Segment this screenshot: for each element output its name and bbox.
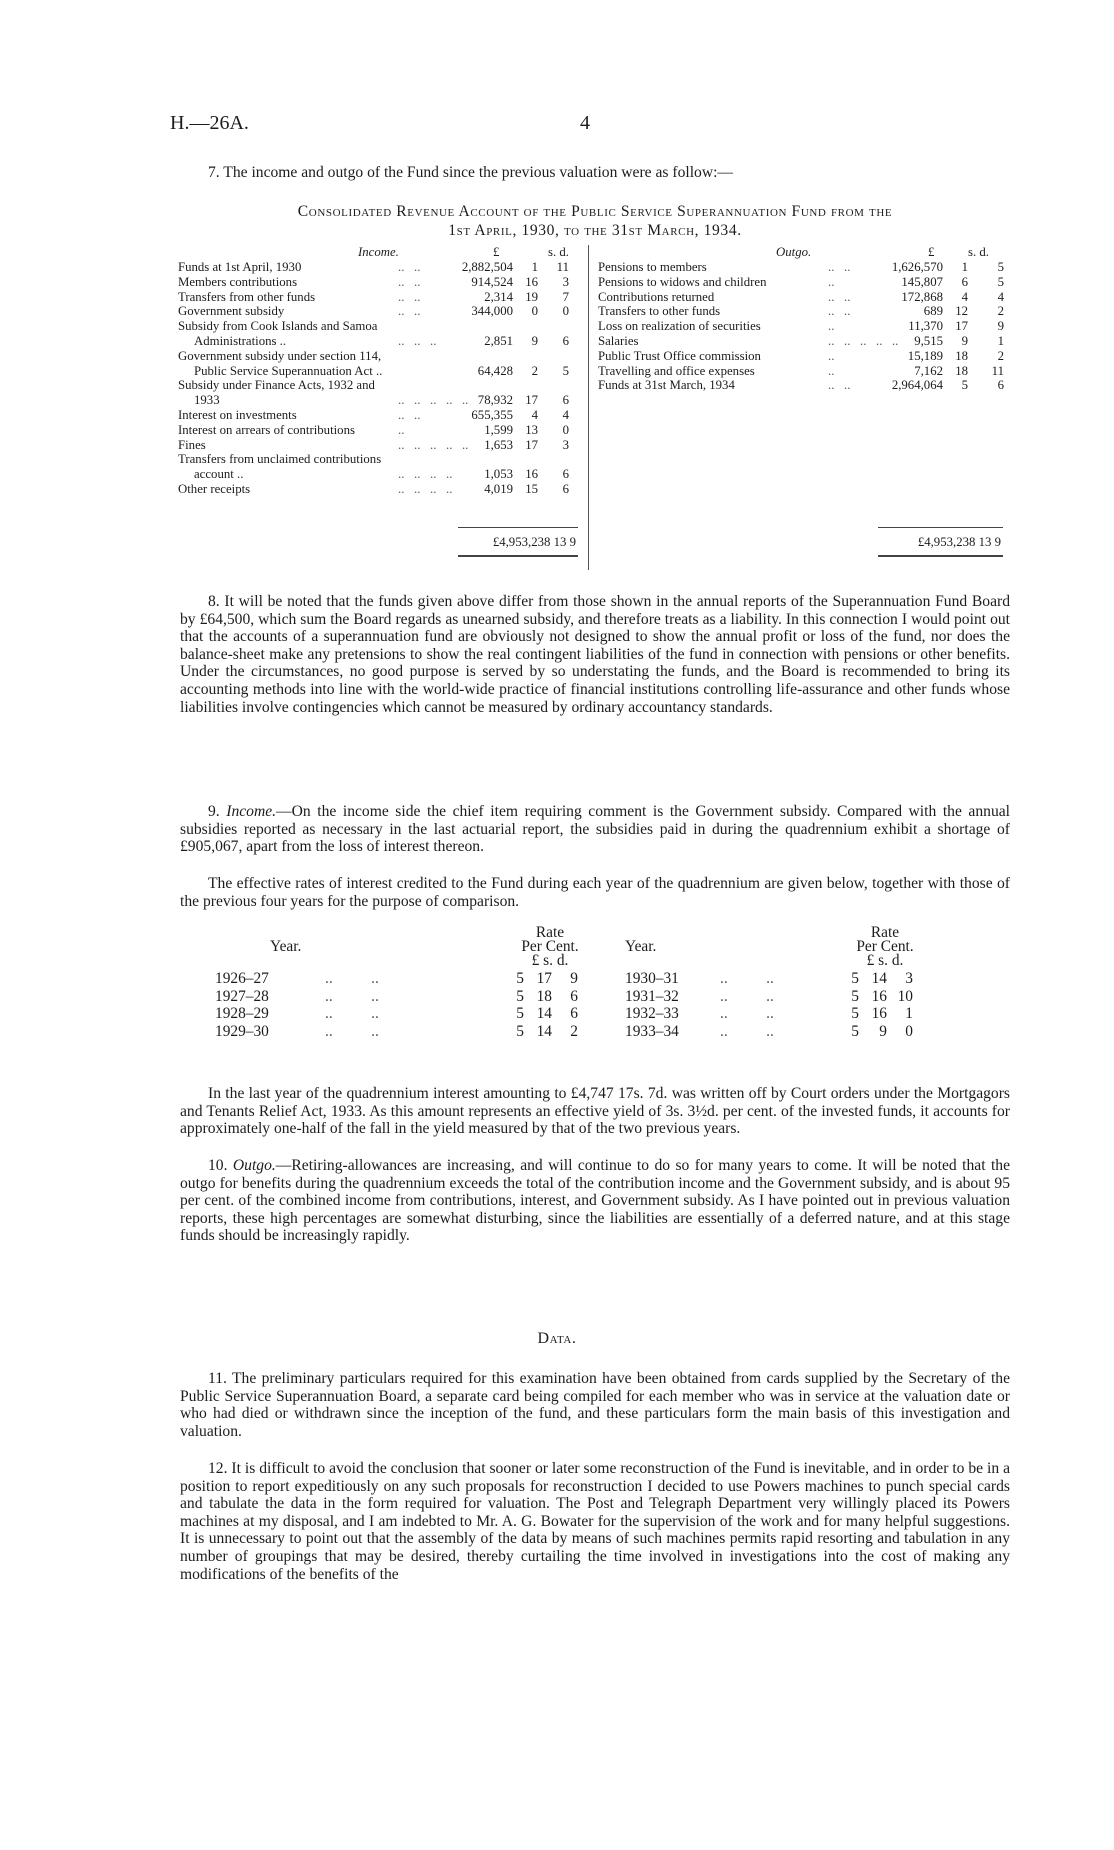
income-label: Interest on investments [178, 408, 297, 422]
income-row [178, 290, 598, 305]
rates-left-rate-pounds: 5 [516, 1005, 524, 1022]
income-amount-pounds: 2,314 [484, 289, 513, 304]
income-amount-pence: 7 [562, 289, 569, 304]
outgo-leader-dots: .. .. [828, 304, 851, 319]
rates-left-year: 1929–30 [215, 1022, 269, 1040]
income-amount-pounds: 2,851 [484, 334, 513, 348]
income-label: Members contributions [178, 274, 298, 289]
income-label: Transfers from other funds [178, 289, 316, 304]
paragraph-9-heading: Income. [226, 803, 277, 820]
income-leader-dots: .. .. .. .. .. [398, 393, 469, 408]
income-label: account .. [194, 467, 244, 482]
rates-left-rate-pence: 2 [570, 1022, 578, 1040]
outgo-amount-pounds: 172,868 [901, 289, 943, 304]
outgo-amount-pence: 2 [997, 304, 1004, 319]
income-label: Interest on arrears of contributions [178, 422, 355, 437]
income-amount-shillings: 1 [531, 260, 538, 274]
outgo-amount-shillings: 18 [955, 363, 968, 378]
rates-right-leader-dots: .. .. [720, 1022, 774, 1040]
rates-left-year: 1928–29 [215, 1005, 269, 1022]
income-amount-pence: 6 [562, 482, 569, 496]
paragraph-9 [180, 803, 1010, 856]
income-leader-dots: .. .. [398, 260, 421, 274]
income-amount-pence: 6 [562, 393, 569, 408]
income-row [178, 393, 598, 408]
income-amount-pence: 11 [556, 260, 569, 274]
income-leader-dots: .. .. [398, 289, 421, 304]
outgo-amount-pence: 11 [991, 363, 1004, 378]
income-amount-shillings: 2 [531, 363, 538, 378]
outgo-row [598, 334, 1008, 349]
rates-right-leader-dots: .. .. [720, 987, 774, 1005]
income-row [178, 334, 598, 349]
rates-rate-heading-right: Rate [870, 924, 900, 941]
income-amount-pounds: 655,355 [471, 408, 513, 422]
income-sd-heading: s. d. [548, 245, 569, 259]
income-amount-pounds: 2,882,504 [461, 260, 513, 274]
outgo-total: £4,953,238 13 9 [917, 535, 1001, 549]
outgo-row [598, 275, 1008, 290]
outgo-row [598, 260, 1008, 275]
income-label: Other receipts [178, 482, 251, 496]
rates-right-leader-dots: .. .. [720, 970, 774, 987]
rates-left-rate-pounds: 5 [516, 1022, 524, 1040]
column-divider [588, 245, 589, 570]
outgo-amount-shillings: 9 [961, 334, 968, 348]
rates-right-rate-shillings: 14 [871, 970, 887, 987]
income-amount-pence: 6 [562, 334, 569, 348]
paragraph-10 [180, 1157, 1010, 1245]
outgo-row [598, 319, 1008, 334]
income-label: Subsidy under Finance Acts, 1932 and [178, 378, 375, 393]
paragraph-10-number: 10. [208, 1157, 233, 1174]
rates-right-rate-pence: 0 [905, 1022, 913, 1040]
income-leader-dots: .. .. [398, 408, 421, 422]
outgo-amount-pounds: 689 [923, 304, 943, 319]
paragraph-9-number: 9. [208, 803, 227, 820]
rates-right-year: 1933–34 [625, 1022, 679, 1040]
rates-right-year: 1932–33 [625, 1005, 679, 1022]
rates-right-leader-dots: .. .. [720, 1005, 774, 1022]
outgo-amount-pounds: 7,162 [914, 363, 943, 378]
rates-percent-heading-right: Per Cent. [856, 938, 914, 955]
income-label: 1933 [194, 393, 220, 408]
outgo-amount-shillings: 6 [961, 274, 968, 289]
outgo-leader-dots: .. .. .. .. .. [828, 334, 899, 348]
rates-left-rate-shillings: 17 [536, 970, 552, 987]
rates-left-leader-dots: .. .. [325, 970, 379, 987]
outgo-amount-pence: 2 [997, 348, 1004, 363]
outgo-amount-pence: 4 [997, 289, 1004, 304]
income-leader-dots: .. .. .. [398, 334, 437, 348]
outgo-label: Transfers to other funds [598, 304, 721, 319]
outgo-amount-pounds: 1,626,570 [891, 260, 943, 274]
account-title-line-1: Consolidated Revenue Account of the Public Service Superannuation Fund from the [297, 203, 893, 220]
outgo-leader-dots: .. [828, 274, 835, 289]
rates-right-row [600, 1023, 1010, 1041]
rates-sd-heading-left: £ s. d. [531, 952, 569, 969]
rates-left-rate-shillings: 14 [536, 1005, 552, 1022]
income-amount-shillings: 16 [525, 467, 538, 482]
income-label: Administrations .. [194, 334, 287, 348]
rates-right-row [600, 1005, 1010, 1023]
paragraph-10-heading: Outgo. [232, 1157, 276, 1174]
rates-right-rate-pounds: 5 [851, 970, 859, 987]
page-number: 4 [580, 112, 590, 134]
income-row [178, 349, 598, 364]
rates-percent-heading-left: Per Cent. [521, 938, 579, 955]
rates-left-rate-shillings: 18 [536, 987, 552, 1005]
outgo-leader-dots: .. [828, 348, 835, 363]
document-reference: H.—26A. [170, 112, 249, 134]
outgo-leader-dots: .. .. [828, 260, 851, 274]
outgo-row [598, 378, 1008, 393]
income-amount-pounds: 1,053 [484, 467, 513, 482]
outgo-total-rule [878, 527, 1003, 528]
rates-left-row [180, 1005, 600, 1023]
rates-rate-heading-left: Rate [535, 924, 565, 941]
rates-right-rate-shillings: 16 [871, 1005, 887, 1022]
rates-left-rate-pence: 6 [570, 1005, 578, 1022]
income-row [178, 482, 598, 497]
income-label: Government subsidy under section 114, [178, 348, 382, 363]
income-amount-shillings: 19 [525, 289, 538, 304]
outgo-total-underline [878, 555, 1003, 557]
rates-left-leader-dots: .. .. [325, 1005, 379, 1022]
outgo-label: Loss on realization of securities [598, 319, 761, 334]
outgo-label: Contributions returned [598, 289, 715, 304]
rates-left-row [180, 970, 600, 988]
income-amount-pence: 0 [562, 304, 569, 319]
outgo-amount-shillings: 12 [955, 304, 968, 319]
paragraph-11: 11. The preliminary particulars required for this examination have been obtained from cards supplied by the Secretary of the Public Service Superannuation Board, a separate card being compiled for each member who was in service at the valuation date or who had died or withdrawn since the inception of the fund, and these particulars form the main basis of this investigation and valuation. [180, 1370, 1010, 1440]
income-label: Transfers from unclaimed contributions [178, 452, 382, 467]
outgo-amount-shillings: 17 [955, 319, 968, 334]
outgo-leader-dots: .. .. [828, 289, 851, 304]
income-leader-dots: .. .. .. .. .. [398, 437, 469, 452]
rates-sd-heading-right: £ s. d. [866, 952, 904, 969]
outgo-row [598, 364, 1008, 379]
outgo-leader-dots: .. .. [828, 378, 851, 393]
outgo-amount-pounds: 15,189 [907, 348, 943, 363]
income-row [178, 452, 598, 467]
outgo-label: Pensions to members [598, 260, 707, 274]
income-amount-pounds: 1,599 [484, 422, 513, 437]
rates-right-year: 1931–32 [625, 987, 679, 1005]
income-label: Government subsidy [178, 304, 285, 319]
rates-right-rate-pounds: 5 [851, 1022, 859, 1040]
outgo-label: Funds at 31st March, 1934 [598, 378, 735, 393]
income-row [178, 467, 598, 482]
outgo-leader-dots: .. [828, 363, 835, 378]
rates-year-heading-right: Year. [625, 938, 657, 955]
income-label: Funds at 1st April, 1930 [178, 260, 302, 274]
revenue-account-table [178, 245, 1008, 575]
outgo-amount-pounds: 11,370 [908, 319, 943, 334]
paragraph-9-text: —On the income side the chief item requiring comment is the Government subsidy. Compared with the annual subsidies reported as necessary in the last actuarial report, the subsidies paid in during the quadrennium exhibit a shortage of £905,067, apart from the loss of interest thereon. [180, 803, 1010, 856]
outgo-label: Pensions to widows and children [598, 274, 767, 289]
outgo-leader-dots: .. [828, 319, 835, 334]
rates-left-rate-pounds: 5 [516, 987, 524, 1005]
rates-left-year: 1927–28 [215, 987, 269, 1005]
rates-left-rate-pence: 9 [570, 970, 578, 987]
income-total-rule [458, 527, 578, 528]
income-amount-pounds: 914,524 [471, 274, 513, 289]
income-amount-shillings: 17 [525, 393, 538, 408]
rates-left-leader-dots: .. .. [325, 1022, 379, 1040]
paragraph-9-interest-written-off: In the last year of the quadrennium interest amounting to £4,747 17s. 7d. was written off by Court orders under the Mortgagors and Tenants Relief Act, 1933. As this amount represents an effective yield of 3s. 3½d. per cent. of the invested funds, it accounts for approximately one-half of the fall in the yield measured by that of the two previous years. [180, 1085, 1010, 1138]
income-leader-dots: .. .. [398, 304, 421, 319]
outgo-amount-shillings: 18 [955, 348, 968, 363]
income-row [178, 408, 598, 423]
income-amount-shillings: 0 [531, 304, 538, 319]
income-amount-shillings: 13 [525, 422, 538, 437]
outgo-amount-shillings: 5 [961, 378, 968, 393]
paragraph-8: 8. It will be noted that the funds given above differ from those shown in the annual reports of the Superannuation Fund Board by £64,500, which sum the Board regards as unearned subsidy, and therefore treats as a liability. In this connection I would point out that the accounts of a superannuation fund are obviously not designed to show the annual profit or loss of the fund, nor does the balance-sheet make any pretensions to show the real contingent liabilities of the fund in connection with pensions or other benefits. Under the circumstances, no good purpose is served by so understating the funds, and the Board is recommended to bring its accounting methods into line with the world-wide practice of financial institutions controlling life-assurance and other funds whose liabilities involve contingencies which cannot be measured by ordinary accountancy standards. [180, 593, 1010, 716]
outgo-pound-heading: £ [928, 245, 935, 259]
rates-left-row [180, 988, 600, 1006]
income-leader-dots: .. .. [398, 274, 421, 289]
outgo-amount-pence: 9 [997, 319, 1004, 334]
outgo-label: Public Trust Office commission [598, 348, 761, 363]
rates-right-rate-pence: 10 [897, 987, 913, 1005]
outgo-amount-shillings: 4 [961, 289, 968, 304]
rates-right-rate-pounds: 5 [851, 1005, 859, 1022]
outgo-amount-shillings: 1 [961, 260, 968, 274]
income-amount-shillings: 15 [525, 482, 538, 496]
outgo-amount-pence: 1 [997, 334, 1004, 348]
outgo-row [598, 349, 1008, 364]
data-heading: Data. [537, 1330, 577, 1347]
income-row [178, 438, 598, 453]
income-row [178, 275, 598, 290]
income-row [178, 378, 598, 393]
income-amount-shillings: 9 [531, 334, 538, 348]
income-amount-pence: 4 [562, 408, 569, 422]
income-leader-dots: .. [398, 422, 405, 437]
income-row [178, 423, 598, 438]
income-total-underline [458, 555, 578, 557]
outgo-amount-pence: 6 [997, 378, 1004, 393]
paragraph-9-rates-intro: The effective rates of interest credited to the Fund during each year of the quadrennium are given below, together with those of the previous four years for the purpose of comparison. [180, 875, 1010, 910]
income-label: Subsidy from Cook Islands and Samoa [178, 319, 378, 334]
income-leader-dots: .. .. .. .. [398, 482, 453, 496]
rates-left-rate-pence: 6 [570, 987, 578, 1005]
income-row [178, 364, 598, 379]
outgo-amount-pounds: 9,515 [914, 334, 943, 348]
outgo-amount-pounds: 2,964,064 [891, 378, 943, 393]
account-title [180, 202, 1010, 240]
outgo-amount-pence: 5 [997, 260, 1004, 274]
outgo-amount-pounds: 145,807 [901, 274, 943, 289]
rates-left-leader-dots: .. .. [325, 987, 379, 1005]
income-amount-pounds: 344,000 [471, 304, 513, 319]
income-amount-pounds: 1,653 [484, 437, 513, 452]
income-total: £4,953,238 13 9 [492, 535, 576, 549]
income-heading: Income. [358, 245, 399, 259]
income-amount-pence: 5 [562, 363, 569, 378]
income-pound-heading: £ [493, 245, 500, 259]
income-amount-pence: 6 [562, 467, 569, 482]
outgo-row [598, 304, 1008, 319]
income-leader-dots: .. .. .. .. [398, 467, 453, 482]
income-amount-pounds: 64,428 [477, 363, 513, 378]
rates-left-year: 1926–27 [215, 970, 269, 987]
rates-right-rate-shillings: 9 [879, 1022, 887, 1040]
rates-right-rate-pounds: 5 [851, 987, 859, 1005]
outgo-label: Travelling and office expenses [598, 363, 755, 378]
income-label: Public Service Superannuation Act .. [194, 363, 383, 378]
paragraph-12: 12. It is difficult to avoid the conclusion that sooner or later some reconstruction of the Fund is inevitable, and in order to be in a position to report expeditiously on any such proposals for reconstruction I decided to use Powers machines to punch special cards and tabulate the data in the form required for valuation. The Post and Telegraph Department very willingly placed its Powers machines at my disposal, and I am indebted to Mr. A. G. Bowater for the supervision of the work and for many helpful suggestions. It is unnecessary to point out that the assembly of the data by means of such machines permits rapid resorting and tabulation in any number of groupings that may be desired, thereby curtailing the time involved in investigations into the cost of making any modifications of the benefits of the [180, 1460, 1010, 1583]
rates-left-row [180, 1023, 600, 1041]
rates-right-rate-pence: 1 [905, 1005, 913, 1022]
outgo-label: Salaries [598, 334, 639, 348]
paragraph-10-text: —Retiring-allowances are increasing, and will continue to do so for many years to come. It will be noted that the outgo for benefits during the quadrennium exceeds the total of the contribution income and the Government subsidy, and is about 95 per cent. of the combined income from contributions, interest, and Government subsidy. As I have pointed out in previous valuation reports, these high percentages are somewhat disturbing, since the liabilities are essentially of a deferred nature, and at this stage funds should be increasingly rapidly. [180, 1157, 1010, 1245]
outgo-amount-pence: 5 [997, 274, 1004, 289]
outgo-sd-heading: s. d. [968, 245, 989, 259]
rates-left-rate-pounds: 5 [516, 970, 524, 987]
income-amount-shillings: 17 [525, 437, 538, 452]
paragraph-7: 7. The income and outgo of the Fund since the previous valuation were as follow:— [208, 164, 734, 181]
income-amount-pence: 3 [562, 274, 569, 289]
outgo-heading: Outgo. [776, 245, 812, 259]
rates-right-year: 1930–31 [625, 970, 679, 987]
income-amount-shillings: 16 [525, 274, 538, 289]
rates-left-rate-shillings: 14 [536, 1022, 552, 1040]
income-amount-pence: 3 [562, 437, 569, 452]
income-label: Fines [178, 437, 206, 452]
rates-right-rate-shillings: 16 [871, 987, 887, 1005]
income-amount-pounds: 78,932 [477, 393, 513, 408]
income-amount-pounds: 4,019 [484, 482, 513, 496]
rates-right-row [600, 988, 1010, 1006]
income-row [178, 260, 598, 275]
outgo-row [598, 290, 1008, 305]
rates-right-rate-pence: 3 [905, 970, 913, 987]
rates-right-row [600, 970, 1010, 988]
income-amount-shillings: 4 [531, 408, 538, 422]
income-amount-pence: 0 [562, 422, 569, 437]
interest-rates-table [180, 924, 1010, 1064]
rates-year-heading-left: Year. [270, 938, 302, 955]
income-row [178, 319, 598, 334]
account-title-line-2: 1st April, 1930, to the 31st March, 1934. [448, 222, 742, 239]
income-row [178, 304, 598, 319]
